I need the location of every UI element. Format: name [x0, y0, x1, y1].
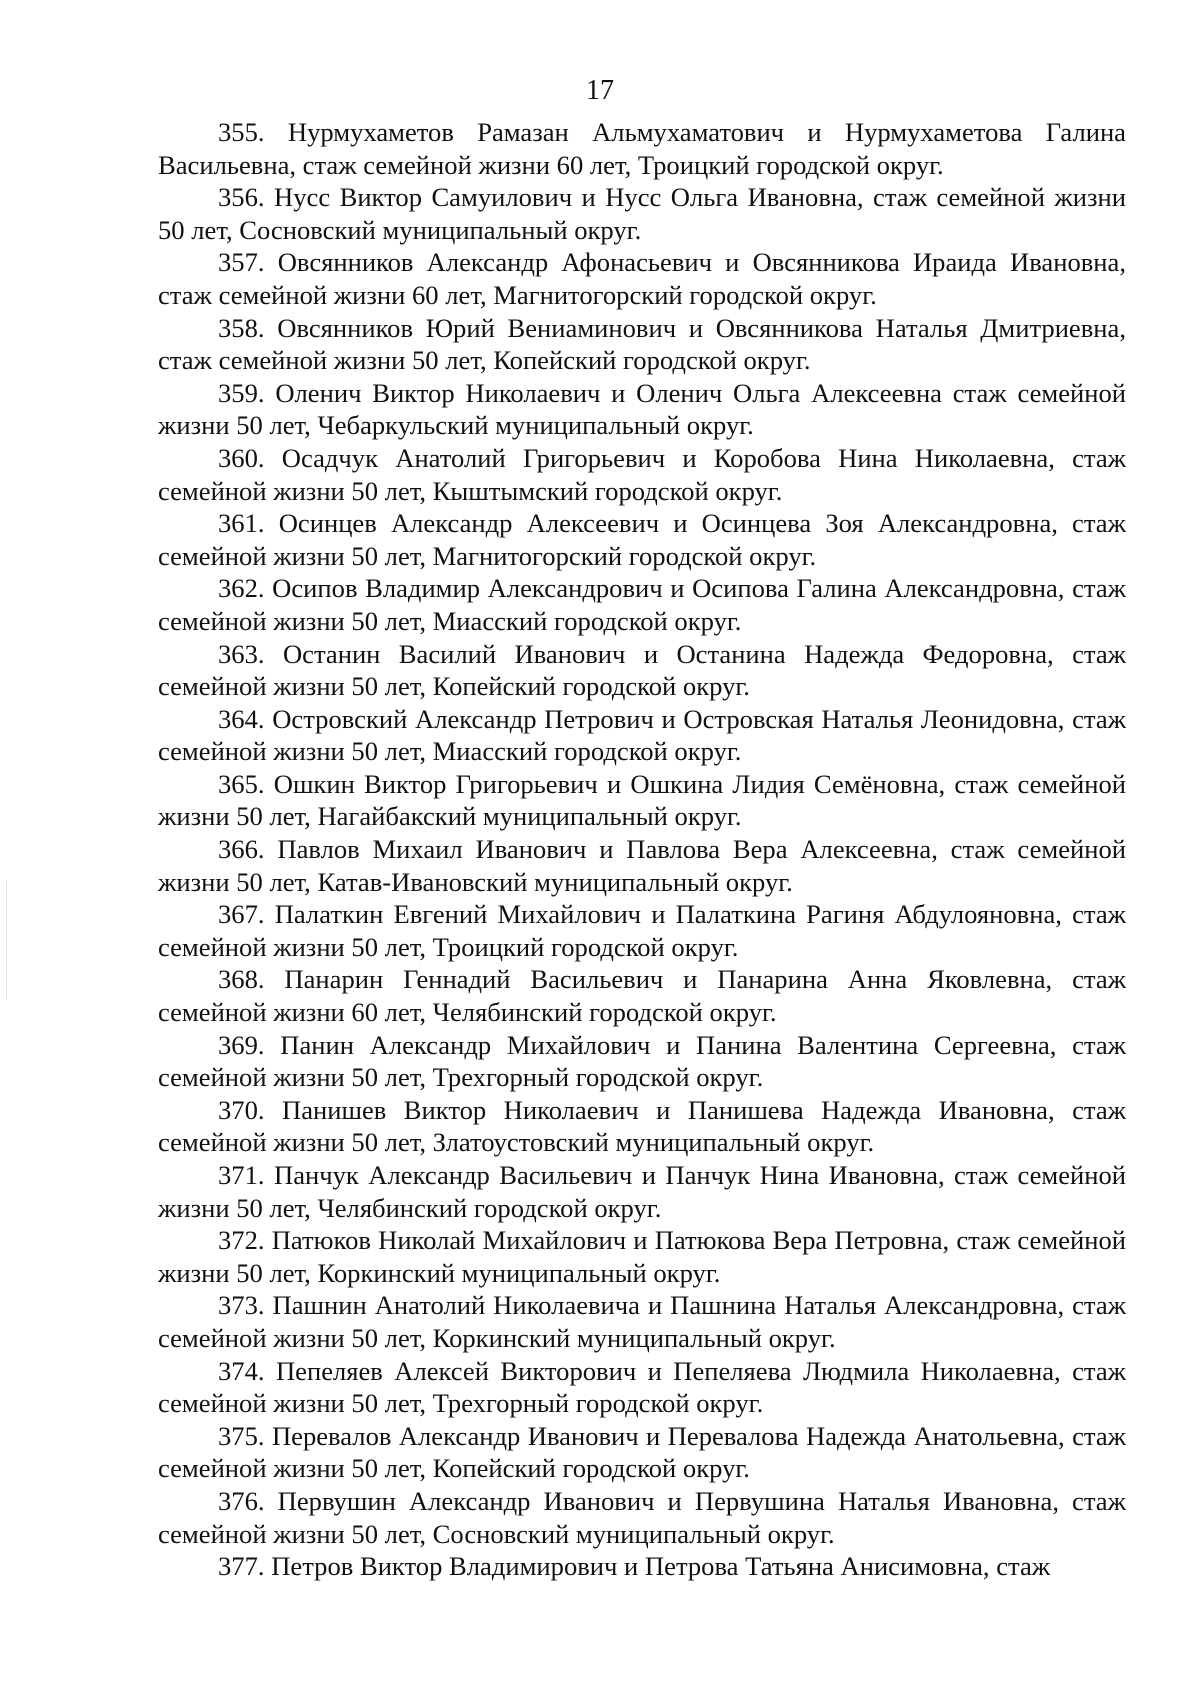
- entry-text: Осадчук Анатолий Григорьевич и Коробова Нина Николаевна, стаж семейной жизни 50 лет, Кыштымский городской округ.: [158, 442, 1126, 506]
- entry-text: Петров Виктор Владимирович и Петрова Татьяна Анисимовна, стаж: [271, 1551, 1051, 1582]
- entry-text: Пашнин Анатолий Николаевича и Пашнина Наталья Александровна, стаж семейной жизни 50 лет, Коркинский муниципальный округ.: [158, 1290, 1126, 1353]
- entry-text: Ошкин Виктор Григорьевич и Ошкина Лидия Семёновна, стаж семейной жизни 50 лет, Нагайбакский муниципальный округ.: [158, 768, 1127, 832]
- entry-number: 368.: [218, 964, 265, 995]
- entry-number: 357.: [218, 247, 265, 278]
- entry-number: 371.: [218, 1160, 265, 1190]
- entry-number: 360.: [218, 442, 265, 473]
- list-item: [158, 1485, 1126, 1550]
- entry-text: Панарин Геннадий Васильевич и Панарина Анна Яковлевна, стаж семейной жизни 60 лет, Челябинский городской округ.: [158, 964, 1126, 1028]
- entry-number: 367.: [218, 899, 265, 930]
- entry-text: Панишев Виктор Николаевич и Панишева Надежда Ивановна, стаж семейной жизни 50 лет, Златоустовский муниципальный округ.: [158, 1094, 1126, 1158]
- entry-text: Нусс Виктор Самуилович и Нусс Ольга Ивановна, стаж семейной жизни 50 лет, Сосновский муниципальный округ.: [158, 182, 1126, 245]
- entry-text: Осинцев Александр Алексеевич и Осинцева Зоя Александровна, стаж семейной жизни 50 лет, Магнитогорский городской округ.: [158, 508, 1126, 571]
- list-item: [158, 963, 1126, 1028]
- entry-text: Патюков Николай Михайлович и Патюкова Вера Петровна, стаж семейной жизни 50 лет, Коркинский муниципальный округ.: [158, 1225, 1126, 1288]
- entry-text: Перевалов Александр Иванович и Перевалова Надежда Анатольевна, стаж семейной жизни 50 лет, Копейский городской округ.: [158, 1420, 1126, 1484]
- scan-artifact-line: [6, 880, 7, 1000]
- list-item: [158, 638, 1126, 703]
- entry-number: 372.: [218, 1225, 265, 1256]
- list-item: [158, 1355, 1126, 1420]
- entry-number: 364.: [218, 703, 265, 734]
- entry-number: 376.: [218, 1485, 265, 1516]
- list-item: [158, 898, 1126, 963]
- entry-number: 365.: [218, 768, 265, 799]
- entry-text: Оленич Виктор Николаевич и Оленич Ольга Алексеевна стаж семейной жизни 50 лет, Чебаркульский муниципальный округ.: [158, 377, 1127, 441]
- entry-text: Осипов Владимир Александрович и Осипова Галина Александровна, стаж семейной жизни 50 лет, Миасский городской округ.: [158, 573, 1126, 636]
- list-item: [158, 116, 1126, 181]
- list-item: [158, 703, 1126, 768]
- list-item: [158, 507, 1126, 572]
- entry-number: 370.: [218, 1094, 265, 1125]
- entry-number: 356.: [218, 182, 265, 213]
- list-item: [158, 377, 1126, 442]
- entry-number: 361.: [218, 508, 265, 539]
- list-item: [158, 1289, 1126, 1354]
- list-item: [158, 572, 1126, 637]
- entry-number: 359.: [218, 377, 265, 408]
- entry-text: Нурмухаметов Рамазан Альмухаматович и Нурмухаметова Галина Васильевна, стаж семейной жизни 60 лет, Троицкий городской округ.: [158, 117, 1126, 180]
- page-number: 17: [586, 75, 614, 106]
- list-item: [158, 1224, 1126, 1289]
- entry-number: 366.: [218, 834, 265, 865]
- entry-text: Останин Василий Иванович и Останина Надежда Федоровна, стаж семейной жизни 50 лет, Копейский городской округ.: [158, 638, 1126, 702]
- entry-number: 362.: [218, 573, 265, 604]
- list-item: [158, 312, 1126, 377]
- list-item: [158, 1550, 1126, 1583]
- entry-number: 375.: [218, 1420, 265, 1451]
- entry-text: Павлов Михаил Иванович и Павлова Вера Алексеевна, стаж семейной жизни 50 лет, Катав-Ивановский муниципальный округ.: [158, 834, 1126, 897]
- list-item: [158, 442, 1126, 507]
- entry-number: 377.: [218, 1551, 265, 1582]
- entry-text: Овсянников Юрий Вениаминович и Овсянникова Наталья Дмитриевна, стаж семейной жизни 50 лет, Копейский городской округ.: [158, 312, 1126, 376]
- entry-number: 355.: [218, 117, 265, 147]
- entry-number: 373.: [218, 1290, 265, 1321]
- list-item: [158, 1159, 1126, 1224]
- list-item: [158, 1420, 1126, 1485]
- entry-number: 363.: [218, 638, 265, 669]
- award-list: [158, 116, 1126, 1583]
- list-item: [158, 1094, 1126, 1159]
- entry-text: Палаткин Евгений Михайлович и Палаткина Рагиня Абдулояновна, стаж семейной жизни 50 лет, Троицкий городской округ.: [158, 899, 1126, 962]
- list-item: [158, 833, 1126, 898]
- entry-text: Панин Александр Михайлович и Панина Валентина Сергеевна, стаж семейной жизни 50 лет, Трехгорный городской округ.: [158, 1029, 1126, 1093]
- entry-number: 358.: [218, 312, 265, 343]
- list-item: [158, 181, 1126, 246]
- entry-text: Овсянников Александр Афонасьевич и Овсянникова Ираида Ивановна, стаж семейной жизни 60 лет, Магнитогорский городской округ.: [158, 247, 1126, 310]
- list-item: [158, 768, 1126, 833]
- entry-text: Первушин Александр Иванович и Первушина Наталья Ивановна, стаж семейной жизни 50 лет, Сосновский муниципальный округ.: [158, 1485, 1126, 1549]
- entry-number: 369.: [218, 1029, 265, 1060]
- entry-text: Панчук Александр Васильевич и Панчук Нина Ивановна, стаж семейной жизни 50 лет, Челябинский городской округ.: [158, 1160, 1126, 1223]
- entry-text: Островский Александр Петрович и Островская Наталья Леонидовна, стаж семейной жизни 50 лет, Миасский городской округ.: [158, 703, 1126, 767]
- list-item: [158, 1029, 1126, 1094]
- entry-number: 374.: [218, 1355, 265, 1386]
- list-item: [158, 246, 1126, 311]
- entry-text: Пепеляев Алексей Викторович и Пепеляева Людмила Николаевна, стаж семейной жизни 50 лет, Трехгорный городской округ.: [158, 1355, 1126, 1419]
